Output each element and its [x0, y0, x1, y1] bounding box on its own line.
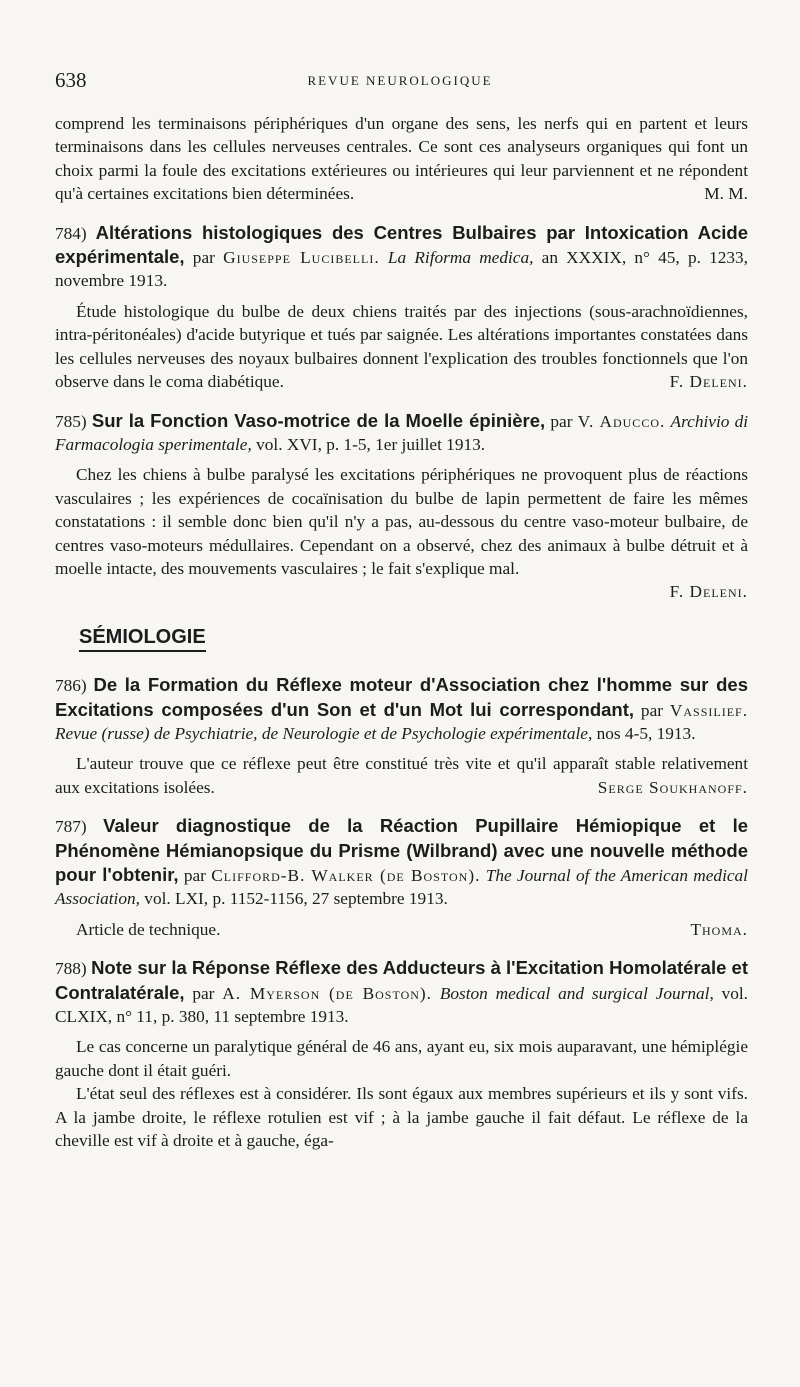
- article-788: [55, 956, 748, 1152]
- article-785-heading: [55, 409, 748, 457]
- page-header: [55, 68, 745, 98]
- article-journal: Revue (russe) de Psychiatrie, de Neurologie et de Psychologie expérimentale,: [55, 723, 593, 743]
- article-785: [55, 409, 748, 604]
- article-reference: vol. LXI, p. 1152-1156, 27 septembre 1913.: [144, 889, 448, 909]
- article-787-heading: [55, 814, 748, 911]
- article-body: L'état seul des réflexes est à considérer. Ils sont égaux aux membres supérieurs et ils y sont vifs. A la jambe droite, le réflexe rotulien est vif ; à la jambe gauche il fait défaut. Le réflexe de la cheville est vif à droite et à gauche, éga-: [55, 1084, 748, 1151]
- section-title: SÉMIOLOGIE: [79, 626, 206, 652]
- article-journal: Boston medical and surgical Journal,: [439, 983, 714, 1003]
- article-body: Le cas concerne un paralytique général de 46 ans, ayant eu, six mois auparavant, une hémiplégie gauche dont il était guéri.: [55, 1037, 748, 1080]
- article-signature: F. Deleni.: [669, 372, 748, 392]
- article-784-heading: [55, 221, 748, 293]
- article-signature: Thoma.: [690, 919, 748, 939]
- article-reference: vol. CLXIX, n° 11, p. 380, 11 septembre 1913.: [55, 983, 748, 1027]
- par-word: par: [192, 248, 215, 268]
- article-title: Valeur diagnostique de la Réaction Pupillaire Hémiopique et le Phénomène Hémianopsique du Prisme (Wilbrand) avec une nouvelle méthode pour l'obtenir,: [55, 815, 748, 886]
- article-author: V. Aducco.: [577, 411, 666, 431]
- article-number: 784): [55, 223, 87, 243]
- par-word: par: [550, 411, 573, 431]
- article-body: L'auteur trouve que ce réflexe peut être constitué très vite et qu'il apparaît stable relativement aux excitations isolées.: [55, 754, 748, 797]
- article-786-heading: [55, 673, 748, 745]
- article-787: [55, 814, 748, 941]
- page-content: [55, 112, 748, 1153]
- article-author: Clifford-B. Walker (de Boston).: [211, 866, 481, 886]
- page-number: 638: [55, 68, 87, 92]
- par-word: par: [183, 866, 206, 886]
- intro-paragraph-block: [55, 112, 748, 206]
- article-journal: The Journal of the American medical Association,: [55, 866, 748, 909]
- par-word: par: [640, 700, 663, 720]
- article-author: A. Myerson (de Boston).: [222, 983, 432, 1003]
- article-784: [55, 221, 748, 394]
- article-title: De la Formation du Réflexe moteur d'Association chez l'homme sur des Excitations composées d'un Son et d'un Mot lui correspondant,: [55, 674, 749, 720]
- article-number: 786): [55, 676, 87, 696]
- article-title: Sur la Fonction Vaso-motrice de la Moelle épinière,: [91, 409, 546, 431]
- article-number: 788): [55, 959, 87, 979]
- article-number: 785): [55, 411, 87, 431]
- article-reference: an XXXIX, n° 45, p. 1233, novembre 1913.: [55, 248, 749, 291]
- article-signature: Serge Soukhanoff.: [597, 777, 748, 797]
- intro-signature: M. M.: [704, 184, 748, 204]
- article-786: [55, 673, 748, 799]
- article-reference: nos 4-5, 1913.: [596, 723, 696, 743]
- par-word: par: [192, 983, 215, 1003]
- intro-paragraph: comprend les terminaisons périphériques d'un organe des sens, les nerfs qui en partent et leurs terminaisons dans les cellules nerveuses centrales. Ce sont ces analyseurs organiques qui font un choix parmi la foule des excitations extérieures ou intérieures qui leur parviennent et ne répondent qu'à certaines excitations bien déterminées.: [55, 114, 748, 204]
- article-body: Étude histologique du bulbe de deux chiens traités par des injections (sous-arachnoïdiennes, intra-péritonéales) d'acide butyrique et tués par saignée. Les altérations importantes constatées dans les cellules nerveuses des noyaux bulbaires donnent l'explication des troubles fonctionnels que l'on observe dans le coma diabétique.: [55, 301, 748, 392]
- running-title: REVUE NEUROLOGIQUE: [307, 73, 493, 88]
- article-number: 787): [55, 817, 87, 837]
- article-title: Altérations histologiques des Centres Bulbaires par Intoxication Acide expérimentale,: [55, 221, 748, 268]
- article-journal: Archivio di Farmacologia sperimentale,: [55, 411, 749, 454]
- article-reference: vol. XVI, p. 1-5, 1er juillet 1913.: [256, 434, 486, 454]
- article-signature: F. Deleni.: [669, 582, 748, 602]
- article-title: Note sur la Réponse Réflexe des Adducteurs à l'Excitation Homolatérale et Contralatérale,: [55, 957, 749, 1003]
- article-body: Chez les chiens à bulbe paralysé les excitations périphériques ne provoquent plus de réactions vasculaires ; les expériences de cocaïnisation du bulbe de lapin permettent de faire les mêmes constatations : il semble donc bien qu'il n'y a pas, au-dessous du centre vaso-moteur bulbaire, de centres vaso-moteurs médullaires. Cependant on a observé, chez des animaux à bulbe détruit et à moelle intacte, des mouvements vasculaires ; le fait s'explique mal.: [55, 465, 748, 578]
- article-author: Vassilief.: [669, 700, 749, 720]
- article-journal: La Riforma medica,: [387, 248, 534, 268]
- article-author: Giuseppe Lucibelli.: [223, 248, 380, 268]
- article-body: Article de technique.: [76, 919, 221, 939]
- article-788-heading: [55, 956, 748, 1028]
